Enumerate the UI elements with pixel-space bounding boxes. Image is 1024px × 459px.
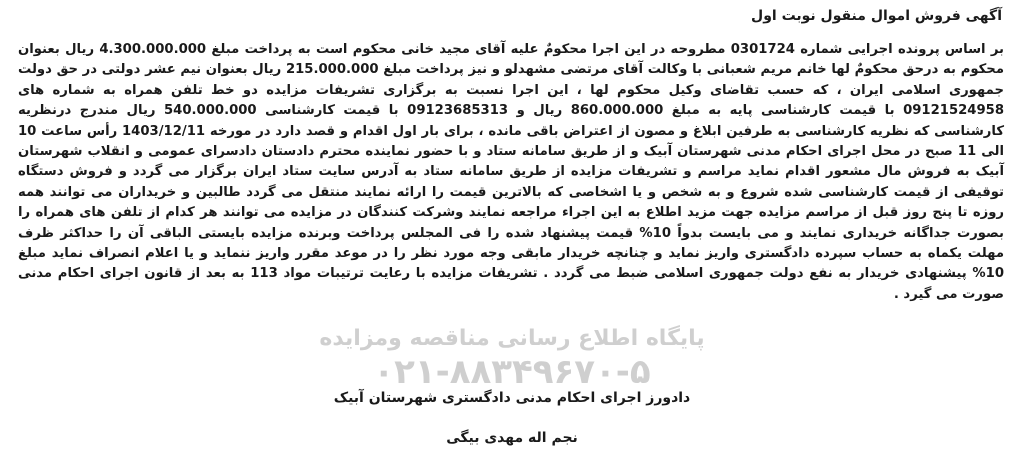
notice-body: بر اساس پرونده اجرایی شماره 0301724 مطروحه در این اجرا محکومٌ علیه آقای مجید خانی محکوم است به پرداخت مبلغ 4.300.000.000 ریال بعنوان محکوم به درحق محکومٌ لها خانم مریم شعبانی با وکالت آقای مرتضی مشهدلو و نیز پرداخت مبلغ 215.000.000 ریال بعنوان نیم عشر دولتی در حق دولت جمهوری اسلامی ایران ، که حسب تقاضای وکیل محکوم لها ، این اجرا نسبت به برگزاری تشریفات مزایده دو خط تلفن همراه به شماره های 09121524958 با قیمت کارشناسی پایه به مبلغ 860.000.000 ریال و 09123685313 با قیمت کارشناسی 540.000.000 ریال مندرج درنظریه کارشناسی که نظریه کارشناسی به طرفین ابلاغ و مصون از اعتراض باقی مانده ، برای بار اول اقدام و قصد دارد در مورخه 1403/12/11 رأس ساعت 10 الی 11 صبح در محل اجرای احکام مدنی شهرستان آبیک و از طریق سامانه ستاد و با حضور نماینده محترم دادستان دادسرای عمومی و انقلاب شهرستان آبیک به فروش مال مشعور اقدام نماید مراسم و تشریفات مزایده از طریق سامانه ستاد به آدرس سایت ستاد ایران برگزار می گردد و فروش دستگاه توقیفی از قیمت کارشناسی شده شروع و به شخص و یا اشخاصی که بالاترین قیمت را ارائه نمایند منتقل می گردد طالبین و خریداران می توانند همه روزه تا پنج روز قبل از مراسم مزایده جهت مزید اطلاع به این اجراء مراجعه نمایند وشرکت کنندگان در مزایده می توانند هر کدام از تلفن های همراه را بصورت جداگانه خریداری نمایند و می بایست بدواً 10% قیمت پیشنهاد شده را فی المجلس پرداخت وبرنده مزایده بایستی الباقی آن را حداکثر ظرف مهلت یکماه به حساب سپرده دادگستری واریز نماید و چنانچه خریدار مابقی وجه مورد نظر را در موعد مقرر واریز ننماید و یا اعلام انصراف نماید مبلغ 10% پیشنهادی خریدار به نفع دولت جمهوری اسلامی ضبط می گردد . تشریفات مزایده با رعایت ترتیبات مواد 113 به بعد از قانون اجرای احکام مدنی صورت می گیرد . <box>18 42 1005 302</box>
signatory-name: نجم اله مهدی بیگی <box>446 430 578 446</box>
watermark-text: پایگاه اطلاع رسانی مناقصه ومزایده <box>319 326 705 351</box>
signatory-office: دادورز اجرای احکام مدنی دادگستری شهرستان آبیک <box>333 390 691 406</box>
watermark-phone: ۰۲۱-۸۸۳۴۹۶۷۰-۵ <box>373 352 651 392</box>
notice-title: آگهی فروش اموال منقول نوبت اول <box>751 8 1002 24</box>
